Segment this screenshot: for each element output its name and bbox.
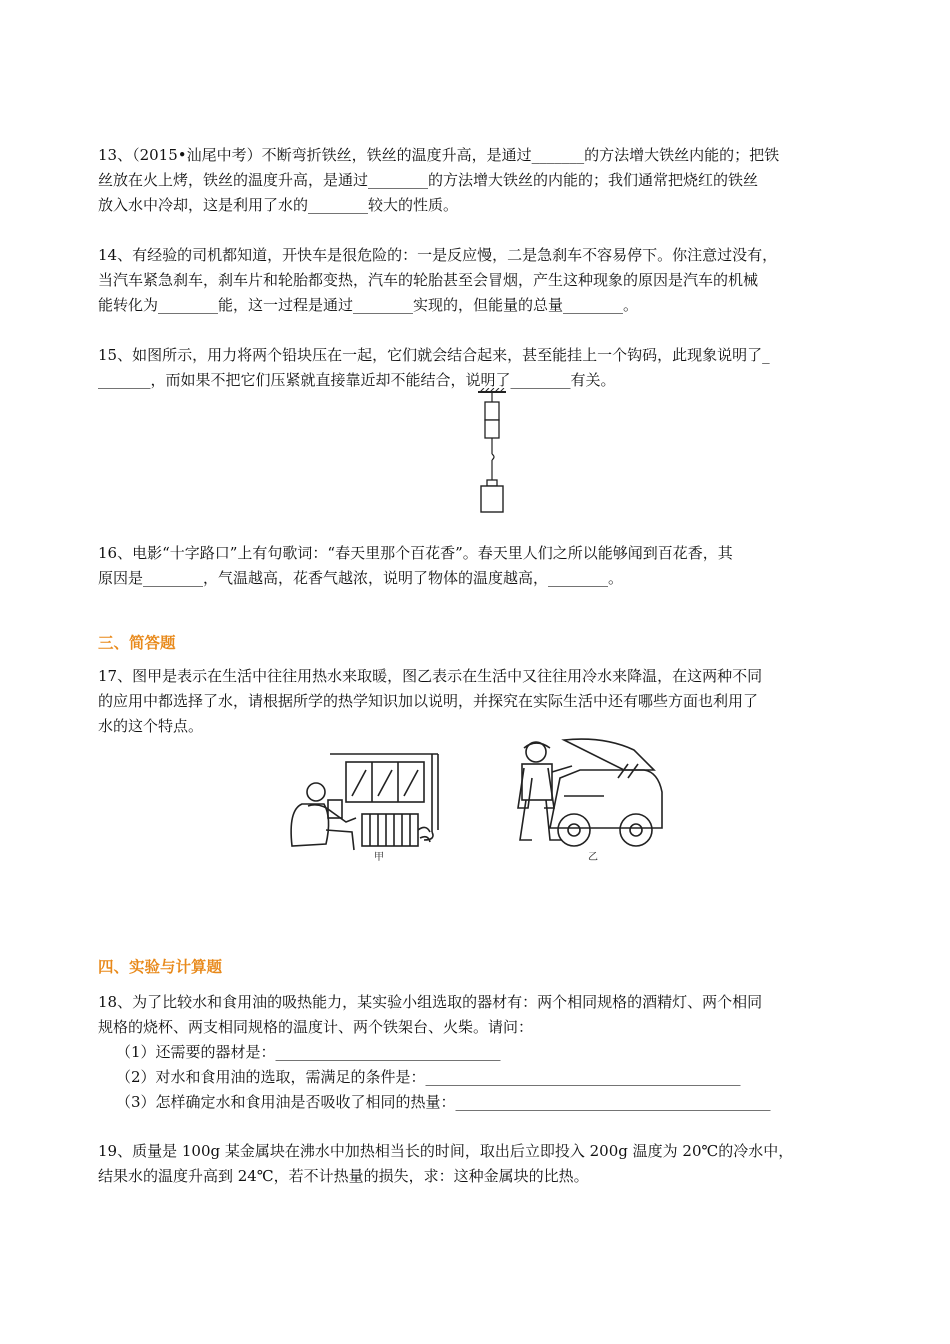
car-engine-illustration <box>508 738 668 864</box>
question-17-line: 水的这个特点。 <box>98 717 204 735</box>
question-16-line: 16、电影“十字路口”上有句歌词：“春天里那个百花香”。春天里人们之所以能够闻到百花香，其 <box>98 544 733 562</box>
question-16 <box>98 541 858 591</box>
figure-label-jia: 甲 <box>374 852 384 862</box>
question-17-line: 17、图甲是表示在生活中往往用热水来取暖，图乙表示在生活中又往往用冷水来降温，在这两种不同 <box>98 667 763 685</box>
radiator-illustration <box>286 750 454 862</box>
question-14-line: 当汽车紧急刹车，刹车片和轮胎都变热，汽车的轮胎甚至会冒烟，产生这种现象的原因是汽车的机械 <box>98 271 759 289</box>
question-19-line: 19、质量是 100g 某金属块在沸水中加热相当长的时间，取出后立即投入 200g 温度为 20℃的冷水中， <box>98 1142 794 1160</box>
question-18-sub-1: （1）还需要的器材是：______________________________ <box>116 1043 501 1061</box>
question-18 <box>98 990 858 1115</box>
question-17 <box>98 664 858 739</box>
question-15-line: _______，而如果不把它们压紧就直接靠近却不能结合，说明了________有关。 <box>98 371 616 389</box>
question-19 <box>98 1139 858 1189</box>
figure-label-yi: 乙 <box>588 852 598 863</box>
lead-blocks-figure <box>472 388 512 516</box>
section-title: 四、实验与计算题 <box>98 958 223 976</box>
question-13-line: 放入水中冷却，这是利用了水的________较大的性质。 <box>98 196 459 214</box>
question-15 <box>98 343 858 393</box>
question-19-line: 结果水的温度升高到 24℃，若不计热量的损失，求：这种金属块的比热。 <box>98 1167 589 1185</box>
question-15-line: 15、如图所示，用力将两个铅块压在一起，它们就会结合起来，甚至能挂上一个钩码，此现象说明了_ <box>98 346 770 364</box>
question-14-line: 能转化为________能，这一过程是通过________实现的，但能量的总量________。 <box>98 296 639 314</box>
question-17-line: 的应用中都选择了水，请根据所学的热学知识加以说明，并探究在实际生活中还有哪些方面也利用了 <box>98 692 759 710</box>
question-18-sub-2: （2）对水和食用油的选取，需满足的条件是：__________________________________________ <box>116 1068 741 1086</box>
question-14-line: 14、有经验的司机都知道，开快车是很危险的：一是反应慢，二是急刹车不容易停下。你注意过没有， <box>98 246 778 264</box>
question-14 <box>98 243 858 318</box>
question-16-line: 原因是________，气温越高，花香气越浓，说明了物体的温度越高，________。 <box>98 569 624 587</box>
question-18-sub-3: （3）怎样确定水和食用油是否吸收了相同的热量：__________________________________________ <box>116 1093 771 1111</box>
question-13-line: 13、（2015•汕尾中考）不断弯折铁丝，铁丝的温度升高，是通过_______的方法增大铁丝内能的；把铁 <box>98 146 780 164</box>
question-18-line: 18、为了比较水和食用油的吸热能力，某实验小组选取的器材有：两个相同规格的酒精灯、两个相同 <box>98 993 763 1011</box>
section-title: 三、简答题 <box>98 634 176 652</box>
question-13 <box>98 143 858 218</box>
question-18-line: 规格的烧杯、两支相同规格的温度计、两个铁架台、火柴。请问： <box>98 1018 534 1036</box>
question-13-line: 丝放在火上烤，铁丝的温度升高，是通过________的方法增大铁丝的内能的；我们通常把烧红的铁丝 <box>98 171 759 189</box>
